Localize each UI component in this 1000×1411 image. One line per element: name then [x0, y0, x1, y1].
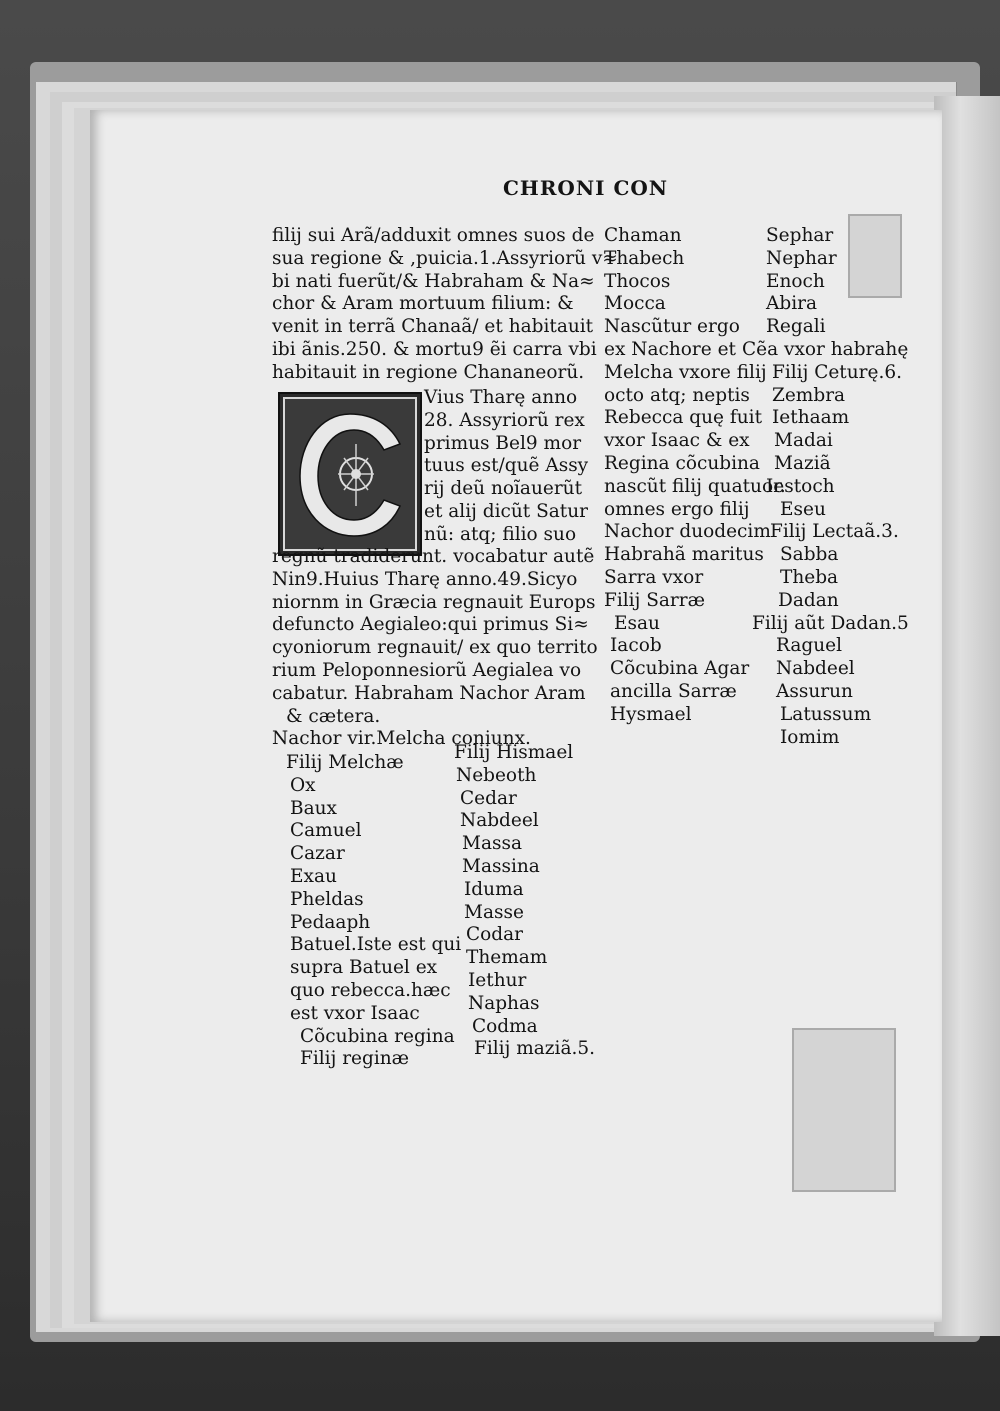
list-item: Themam [466, 947, 548, 969]
list-item: Iestoch [766, 475, 835, 497]
list-item: Regina cõcubina [604, 452, 760, 474]
list-item: Iethaam [772, 407, 850, 429]
list-item: Nachor duodecim [604, 521, 771, 543]
text-line: & cætera. [286, 705, 381, 727]
list-item: ancilla Sarræ [610, 680, 737, 702]
left-column-top [272, 225, 618, 385]
list-item: Madai [774, 430, 833, 452]
genealogy-list-hismael [454, 742, 595, 1061]
genealogy-list-nachor [604, 225, 786, 727]
list-item: Thocos [604, 270, 671, 292]
list-item: Ox [290, 774, 316, 796]
list-item: Cedar [460, 787, 517, 809]
list-item: octo atq; neptis [604, 384, 750, 406]
list-item: Melcha vxore filij [604, 361, 767, 383]
list-item: quo rebecca.hæc [290, 979, 451, 1001]
list-item: omnes ergo filij [604, 498, 750, 520]
list-item: est vxor Isaac [290, 1002, 420, 1024]
list-item: Cazar [290, 843, 345, 865]
list-item: Filij Sarræ [604, 589, 705, 611]
list-item: Enoch [766, 270, 825, 292]
list-item: Baux [290, 797, 337, 819]
text-line: primus Bel9 mor [424, 432, 582, 454]
list-item: Thabech [604, 247, 685, 269]
list-item: Iduma [464, 878, 524, 900]
list-item: Exau [290, 865, 337, 887]
list-item: Filij Ceturę.6. [772, 361, 902, 383]
text-beside-initial [424, 387, 588, 547]
list-item: Abira [766, 293, 817, 315]
genealogy-list-melcha [286, 752, 461, 1071]
list-item: Eseu [780, 498, 826, 520]
list-item: Zembra [772, 384, 846, 406]
list-item: Codar [466, 924, 524, 946]
left-column-continued [272, 546, 598, 751]
list-item: Chaman [604, 225, 682, 246]
text-line: habitauit in regione Chananeorũ. [272, 361, 585, 383]
show-through-ornament [792, 1028, 896, 1192]
list-item: Camuel [290, 820, 362, 842]
list-item: Iethur [468, 969, 527, 991]
text-line: venit in terrã Chanaã/ et habitauit [272, 316, 594, 338]
list-item: Nabdeel [776, 658, 855, 680]
text-line: regnũ tradiderunt. vocabatur autẽ [272, 546, 595, 567]
list-item: Latussum [780, 703, 872, 725]
list-item: Nebeoth [456, 764, 537, 786]
list-item: Filij aũt Dadan.5 [752, 612, 909, 634]
list-item: Theba [780, 566, 839, 588]
list-item: Pedaaph [290, 911, 371, 933]
list-item: Filij reginæ [300, 1048, 410, 1070]
text-line: Nachor vir.Melcha coniunx. [272, 728, 531, 750]
list-item: Filij Hismael [454, 742, 574, 763]
list-item: Batuel.Iste est qui [290, 934, 462, 956]
genealogy-list-ceturae [742, 225, 909, 749]
list-item: Iacob [610, 635, 662, 657]
list-item: Raguel [776, 635, 843, 657]
list-item: Nabdeel [460, 810, 539, 832]
list-item: Nascũtur ergo [604, 316, 740, 338]
list-item: Naphas [468, 992, 540, 1014]
text-line: filij sui Arã/adduxit omnes suos de [272, 225, 595, 246]
list-item: Nephar [766, 247, 837, 269]
list-item: Pheldas [290, 888, 364, 910]
text-line: cabatur. Habraham Nachor Aram [272, 682, 586, 704]
text-line: chor & Aram mortuum filium: & [272, 293, 574, 315]
list-item: Sarra vxor [604, 566, 704, 588]
list-item: Rebecca quę fuit [604, 407, 762, 429]
list-item: Filij maziã.5. [474, 1038, 595, 1060]
text-line: bi nati fuerũt/& Habraham & Na≈ [272, 270, 595, 292]
text-line: ibi ãnis.250. & mortu9 ẽi carra vbi [272, 338, 597, 360]
list-item: Massina [462, 855, 540, 877]
text-line: rij deũ noĩauerũt [424, 478, 583, 500]
text-line: defuncto Aegialeo:qui primus Si≈ [272, 614, 589, 636]
list-item: nascũt filij quatuor. [604, 475, 786, 497]
list-item: Filij Melchæ [286, 752, 404, 773]
decorated-initial [278, 392, 422, 556]
text-line: et alij dicũt Satur [424, 500, 588, 522]
list-item: Habrahã maritus [604, 544, 764, 566]
text-line: tuus est/quẽ Assy [424, 455, 589, 477]
list-item: Sephar [766, 225, 834, 246]
list-item: Filij Lectaã.3. [770, 521, 899, 543]
text-line: 28. Assyriorũ rex [424, 409, 585, 431]
text-line: Vius Tharę anno [424, 387, 578, 408]
list-item: Cõcubina regina [300, 1025, 455, 1047]
list-item: Esau [614, 612, 660, 634]
list-item: Codma [472, 1015, 538, 1037]
list-item: Hysmael [610, 703, 692, 725]
text-line: niornm in Græcia regnauit Europs [272, 591, 596, 613]
running-head-text: CHRONI CON [503, 176, 669, 200]
list-item: Dadan [778, 589, 839, 611]
list-item: supra Batuel ex [290, 957, 438, 979]
facing-page-edge [934, 96, 1000, 1336]
list-item: Iomim [780, 726, 840, 748]
list-item: ex Nachore et [604, 338, 736, 360]
text-line: sua regione & ,puicia.1.Assyriorũ v≈ [272, 247, 618, 269]
text-line: Nin9.Huius Tharę anno.49.Sicyo [272, 568, 578, 590]
text-line: nũ: atq; filio suo [424, 523, 577, 545]
list-item: Cẽa vxor habrahę [742, 338, 909, 360]
text-line: cyoniorum regnauit/ ex quo territo [272, 637, 598, 659]
list-item: Cõcubina Agar [610, 658, 750, 680]
initial-ornament-icon [280, 394, 420, 554]
list-item: Masse [464, 901, 524, 923]
list-item: Regali [766, 316, 826, 338]
text-line: rium Peloponnesiorũ Aegialea vo [272, 659, 582, 681]
list-item: Maziã [774, 452, 831, 474]
list-item: Assurun [776, 680, 853, 702]
list-item: Mocca [604, 293, 666, 315]
list-item: Massa [462, 833, 522, 855]
list-item: vxor Isaac & ex [604, 430, 750, 452]
list-item: Sabba [780, 544, 839, 566]
